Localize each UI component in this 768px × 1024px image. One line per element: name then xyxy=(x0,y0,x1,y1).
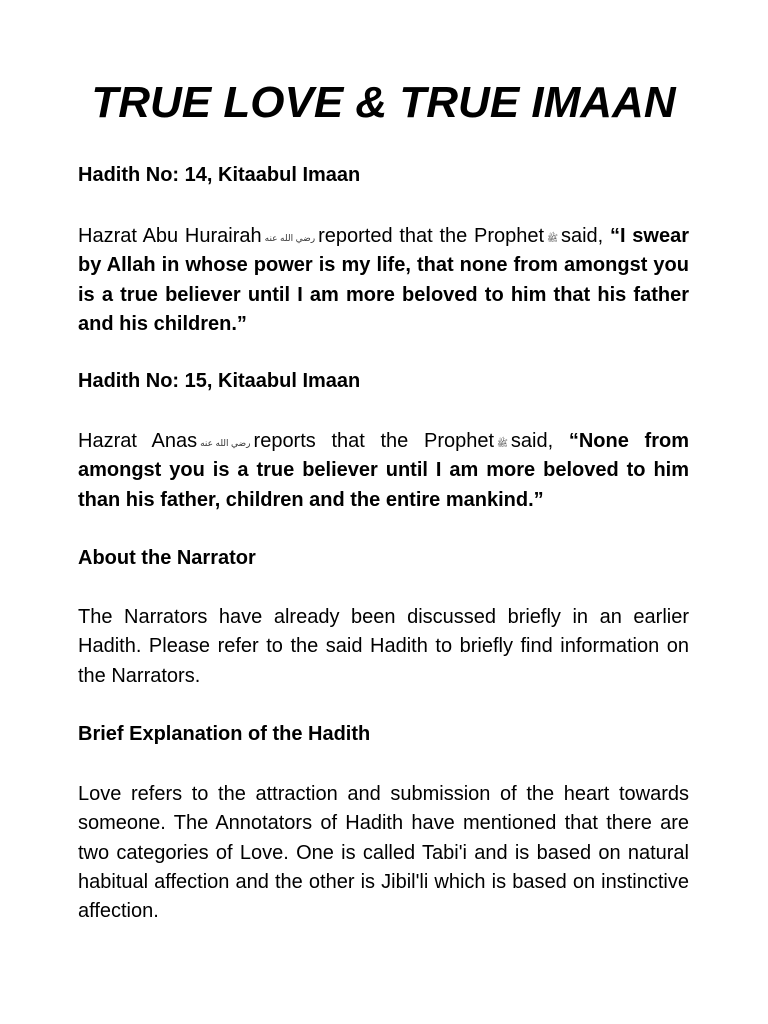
about-narrator-heading: About the Narrator xyxy=(78,547,256,569)
page-title: TRUE LOVE & TRUE IMAAN xyxy=(91,78,676,127)
hadith-14-text xyxy=(78,222,689,339)
radiallahu-anhu-honorific-icon: رضي الله عنه xyxy=(200,438,251,448)
hadith-14-mid-text: reported that the Prophet xyxy=(318,225,545,247)
explanation-heading: Brief Explanation of the Hadith xyxy=(78,723,371,745)
hadith-14-heading: Hadith No: 14, Kitaabul Imaan xyxy=(78,164,361,186)
hadith-15-quote: “None from amongst you is a true believer until I am more beloved to him than his father, children and the entire mankind.” xyxy=(78,430,689,511)
sallallahu-alaihi-wasallam-honorific-icon: ﷺ xyxy=(547,233,558,243)
hadith-14-quote: “I swear by Allah in whose power is my life, that none from amongst you is a true believer until I am more beloved to him that his father and his children.” xyxy=(78,225,689,335)
explanation-body: Love refers to the attraction and submission of the heart towards someone. The Annotators of Hadith have mentioned that there are two categories of Love. One is called Tabi'i and is based on natural habitual affection and the other is Jibil'li which is based on instinctive affection. xyxy=(78,783,689,923)
hadith-14-narrator: Hazrat Abu Hurairah xyxy=(78,225,262,247)
hadith-15-heading: Hadith No: 15, Kitaabul Imaan xyxy=(78,370,361,392)
sallallahu-alaihi-wasallam-honorific-icon: ﷺ xyxy=(497,438,508,448)
hadith-15-mid-text: reports that the Prophet xyxy=(253,430,495,452)
hadith-15-text xyxy=(78,427,689,515)
radiallahu-anhu-honorific-icon: رضي الله عنه xyxy=(264,233,316,243)
about-narrator-body: The Narrators have already been discussed briefly in an earlier Hadith. Please refer to the said Hadith to briefly find information on the Narrators. xyxy=(78,606,689,687)
document-page xyxy=(78,0,689,1024)
hadith-14-said: said, xyxy=(560,225,604,247)
hadith-15-narrator: Hazrat Anas xyxy=(78,430,198,452)
hadith-15-said: said, xyxy=(510,430,554,452)
